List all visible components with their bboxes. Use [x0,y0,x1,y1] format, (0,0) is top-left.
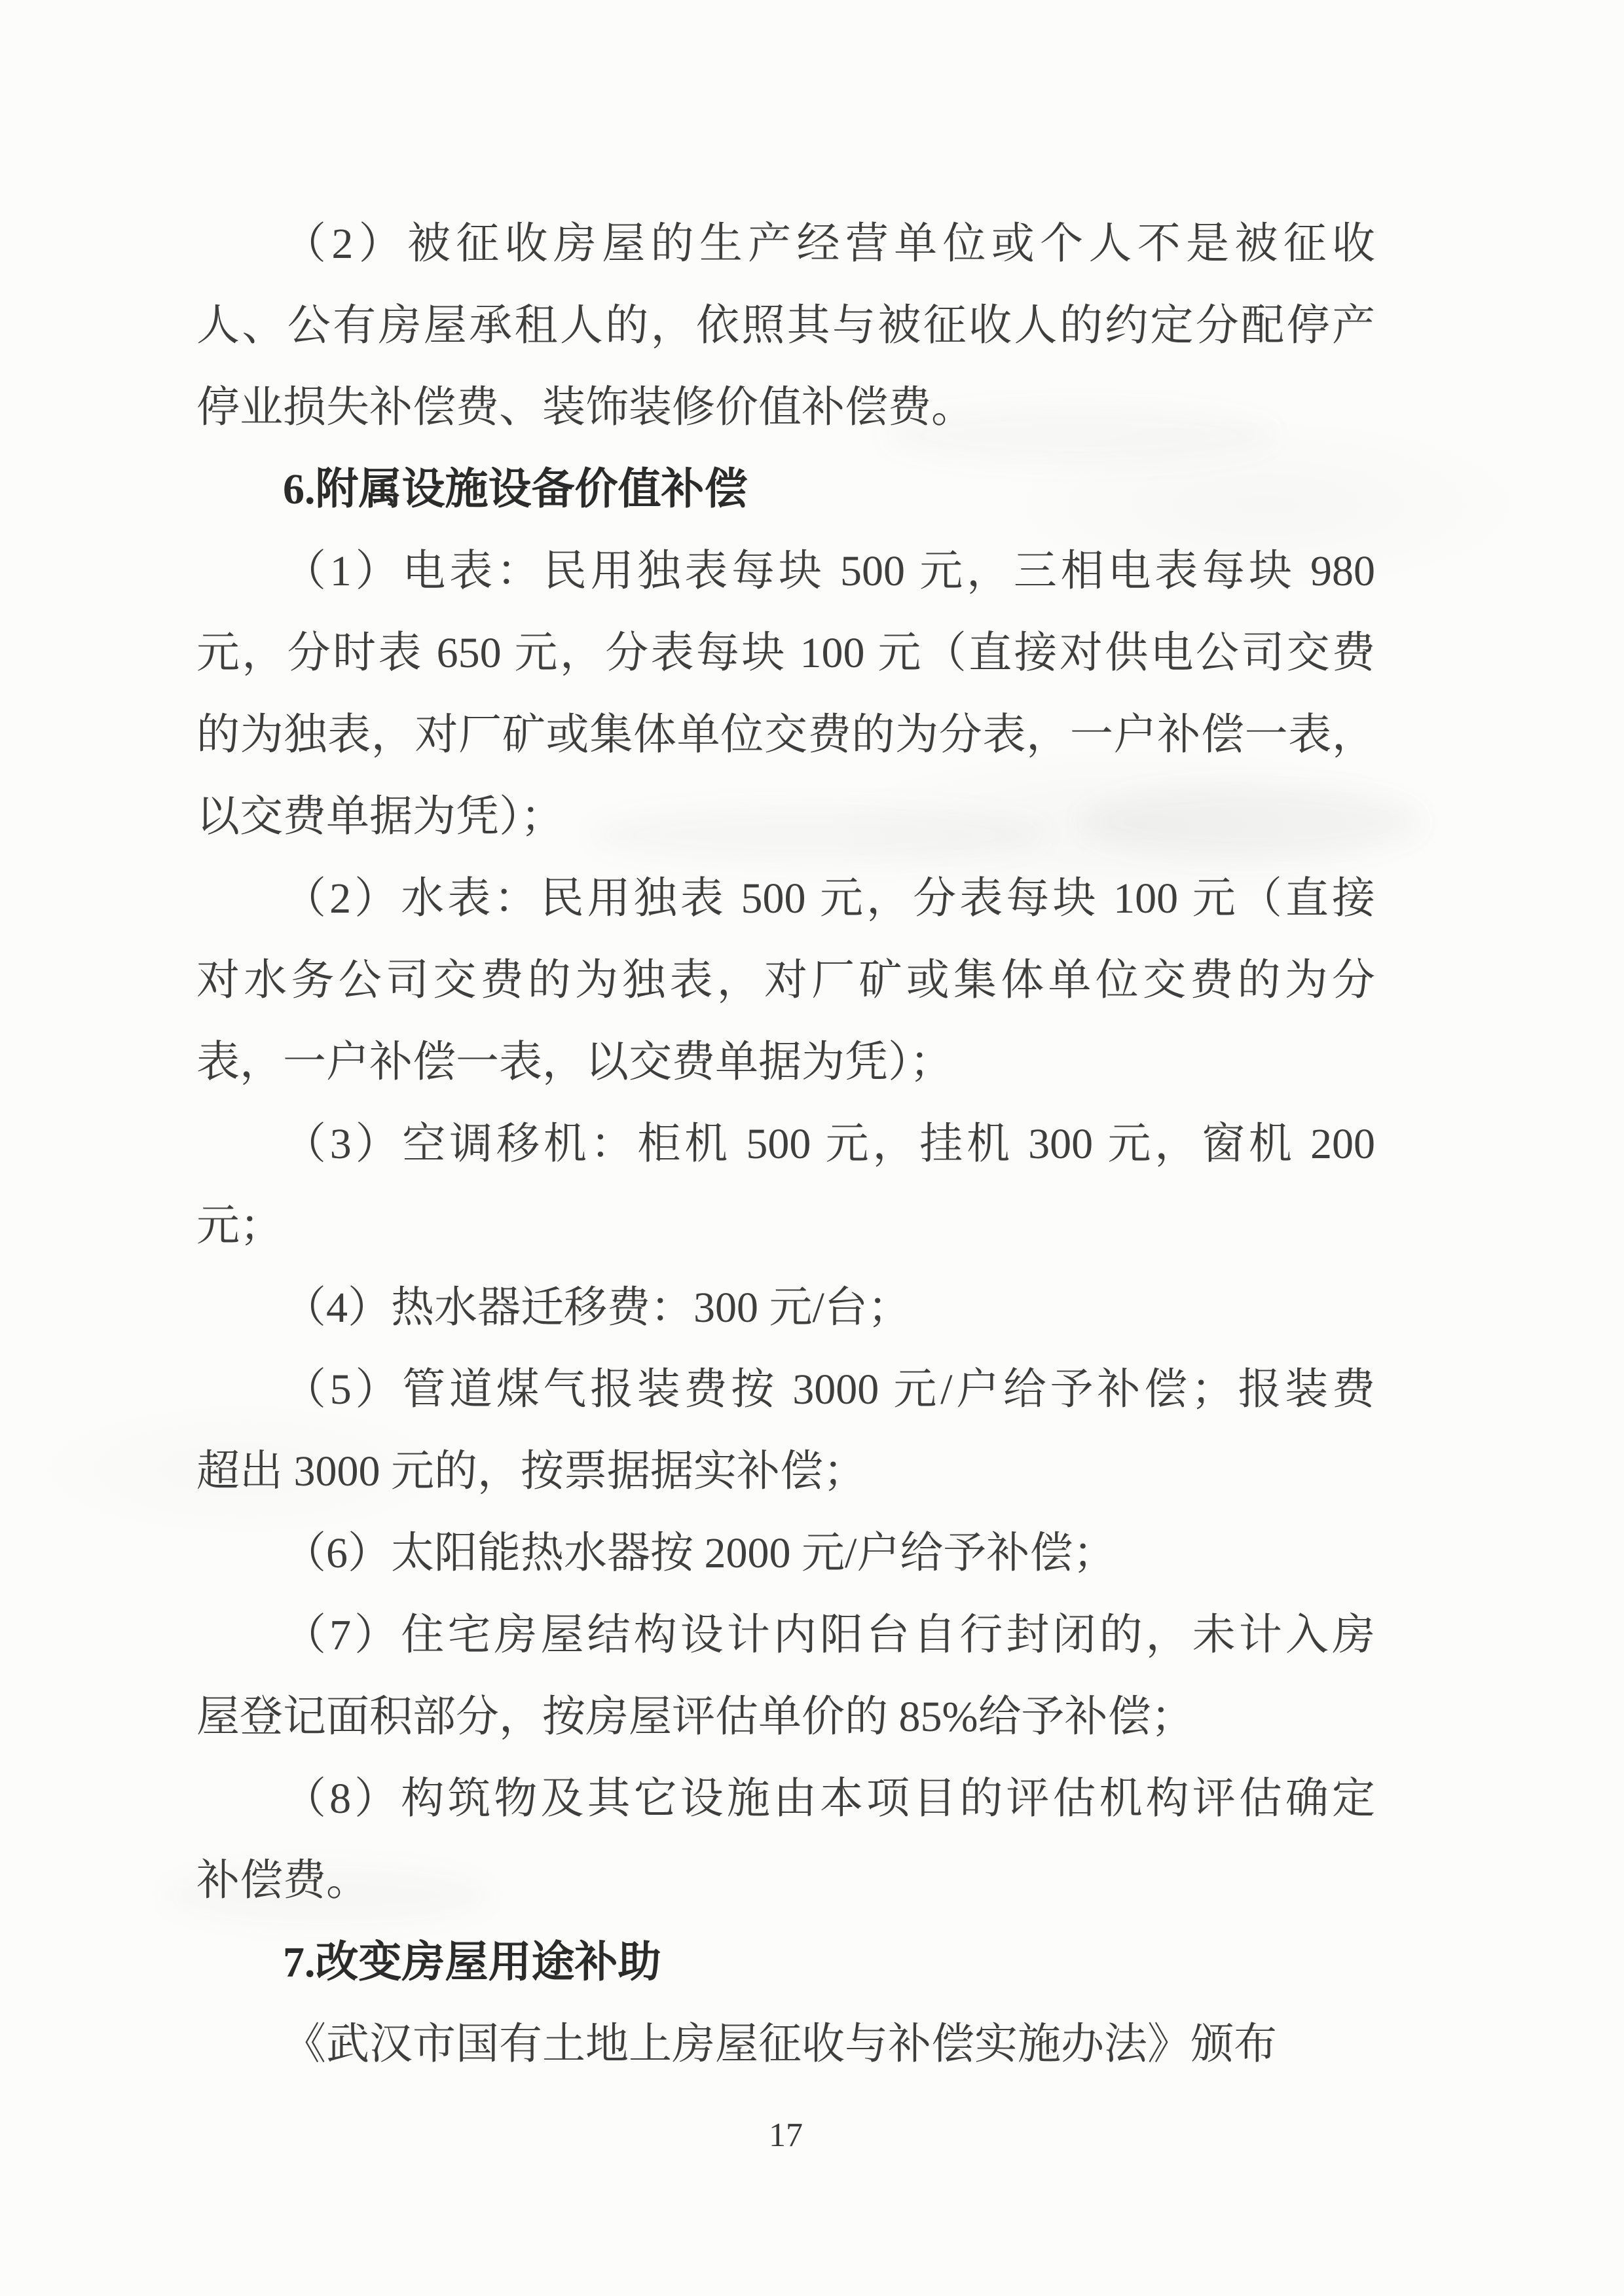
text-line-4: 6.附属设施设备价值补偿 [283,465,748,513]
text-line-2: 人、公有房屋承租人的，依照其与被征收人的约定分配停产 [196,302,1375,350]
text-line-19: 屋登记面积部分，按房屋评估单价的 85%给予补偿； [196,1693,1194,1741]
text-line-3: 停业损失补偿费、装饰装修价值补偿费。 [196,384,974,431]
page-number: 17 [769,2117,803,2154]
text-line-22: 7.改变房屋用途补助 [283,1939,661,1986]
text-line-12: （3）空调移机：柜机 500 元，挂机 300 元，窗机 200 [283,1120,1375,1168]
text-line-16: 超出 3000 元的，按票据据实补偿； [196,1448,866,1495]
text-line-15: （5）管道煤气报装费按 3000 元/户给予补偿；报装费 [283,1366,1375,1413]
text-line-21: 补偿费。 [196,1857,369,1904]
text-line-8: 以交费单据为凭）； [196,793,564,841]
text-line-17: （6）太阳能热水器按 2000 元/户给予补偿； [283,1529,1116,1577]
text-line-11: 表，一户补偿一表，以交费单据为凭）； [196,1038,953,1086]
document-body [196,203,1375,2085]
text-line-13: 元； [196,1202,283,1250]
text-line-18: （7）住宅房屋结构设计内阳台自行封闭的，未计入房 [283,1611,1375,1659]
text-line-6: 元，分时表 650 元，分表每块 100 元（直接对供电公司交费 [196,629,1375,677]
text-line-14: （4）热水器迁移费：300 元/台； [283,1284,911,1332]
text-line-1: （2）被征收房屋的生产经营单位或个人不是被征收 [283,220,1375,268]
text-line-5: （1）电表：民用独表每块 500 元，三相电表每块 980 [283,547,1375,595]
text-line-7: 的为独表，对厂矿或集体单位交费的为分表，一户补偿一表， [196,711,1375,759]
text-line-9: （2）水表：民用独表 500 元，分表每块 100 元（直接 [283,875,1375,922]
text-line-10: 对水务公司交费的为独表，对厂矿或集体单位交费的为分 [196,957,1375,1004]
text-line-23: 《武汉市国有土地上房屋征收与补偿实施办法》颁布 [283,2020,1277,2068]
text-line-20: （8）构筑物及其它设施由本项目的评估机构评估确定 [283,1775,1375,1823]
